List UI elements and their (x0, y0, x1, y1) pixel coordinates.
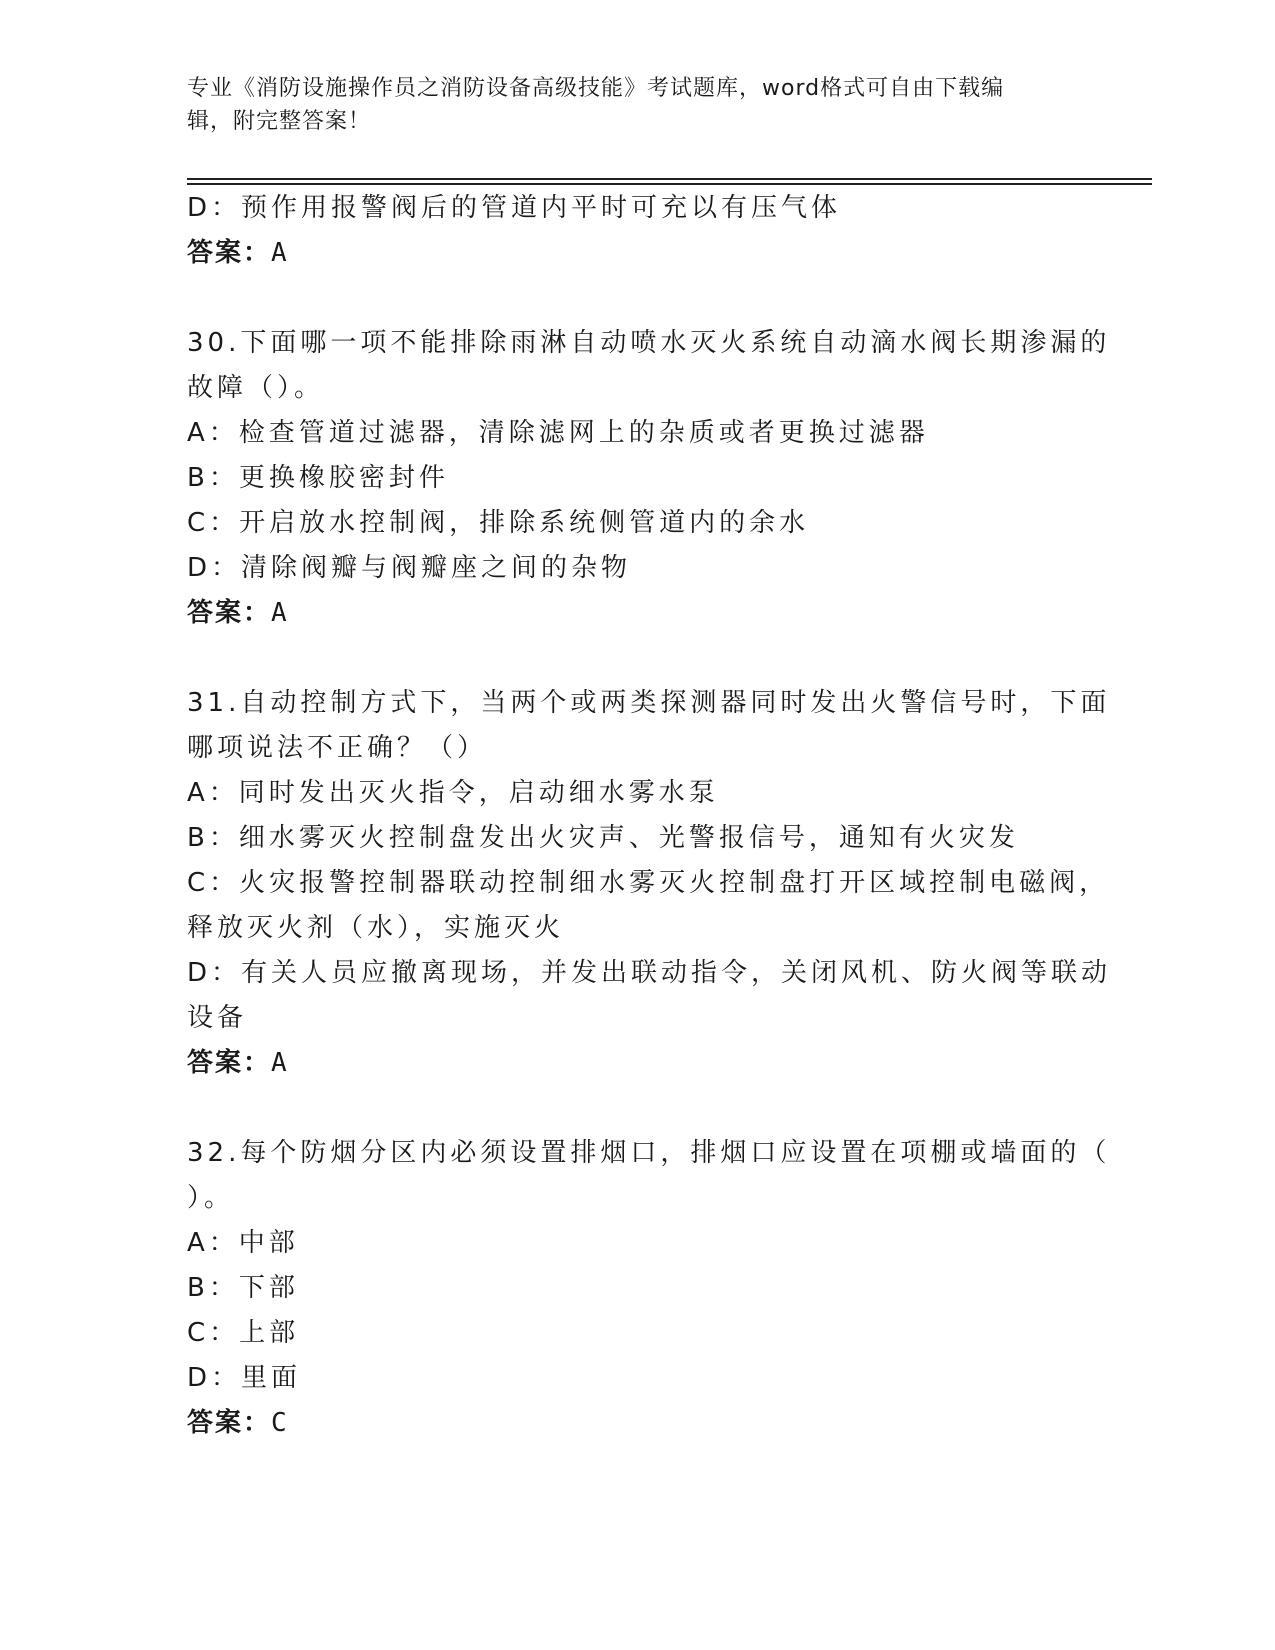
option-a: A：检查管道过滤器，清除滤网上的杂质或者更换过滤器 (187, 418, 929, 448)
answer-label: 答案： (187, 598, 272, 628)
option-c: C：上部 (187, 1318, 300, 1348)
answer-line (187, 1041, 1087, 1086)
question-stem: 31.自动控制方式下，当两个或两类探测器同时发出火警信号时，下面 (187, 688, 1111, 718)
option-a: A：中部 (187, 1228, 299, 1258)
option-c-continued: 释放灭火剂（水），实施灭火 (187, 913, 565, 943)
question-30 (187, 321, 1111, 636)
option-b: B：细水雾灭火控制盘发出火灾声、光警报信号，通知有火灾发 (187, 823, 1019, 853)
header-line-1: 专业《消防设施操作员之消防设备高级技能》考试题库，word格式可自由下载编 (187, 76, 1005, 101)
answer-label: 答案： (187, 1408, 272, 1438)
question-29-tail (187, 186, 1087, 276)
answer-label: 答案： (187, 238, 272, 268)
question-stem: 32.每个防烟分区内必须设置排烟口，排烟口应设置在项棚或墙面的（ (187, 1138, 1111, 1168)
answer-line (187, 591, 1087, 636)
option-b: B：下部 (187, 1273, 299, 1303)
question-stem: 30.下面哪一项不能排除雨淋自动喷水灭火系统自动滴水阀长期渗漏的 (187, 328, 1111, 358)
answer-line (187, 1401, 1087, 1446)
question-content (187, 186, 1112, 1446)
option-a: A：同时发出灭火指令，启动细水雾水泵 (187, 778, 719, 808)
option-d: D：有关人员应撤离现场，并发出联动指令，关闭风机、防火阀等联动 (187, 958, 1112, 988)
question-32 (187, 1131, 1111, 1446)
header-line-2: 辑，附完整答案！ (187, 109, 372, 134)
option-b: B：更换橡胶密封件 (187, 463, 449, 493)
option-d-continued: 设备 (187, 1003, 248, 1033)
question-stem-continued: 故障（）。 (187, 373, 325, 403)
header-divider-top (187, 178, 1152, 180)
option-c: C：开启放水控制阀，排除系统侧管道内的余水 (187, 508, 810, 538)
answer-value: C (271, 1408, 289, 1438)
document-header (187, 72, 1067, 138)
answer-value: A (271, 598, 289, 628)
answer-value: A (271, 238, 289, 268)
option-d: D：预作用报警阀后的管道内平时可充以有压气体 (187, 193, 842, 223)
answer-line (187, 231, 1087, 276)
option-d: D：里面 (187, 1363, 302, 1393)
option-d: D：清除阀瓣与阀瓣座之间的杂物 (187, 553, 632, 583)
question-31 (187, 681, 1112, 1086)
answer-value: A (271, 1048, 289, 1078)
header-divider-bottom (187, 183, 1152, 185)
answer-label: 答案： (187, 1048, 272, 1078)
question-stem-continued: 哪项说法不正确？（） (187, 733, 488, 763)
question-stem-continued: ）。 (187, 1183, 235, 1213)
option-c: C：火灾报警控制器联动控制细水雾灭火控制盘打开区域控制电磁阀， (187, 868, 1110, 898)
